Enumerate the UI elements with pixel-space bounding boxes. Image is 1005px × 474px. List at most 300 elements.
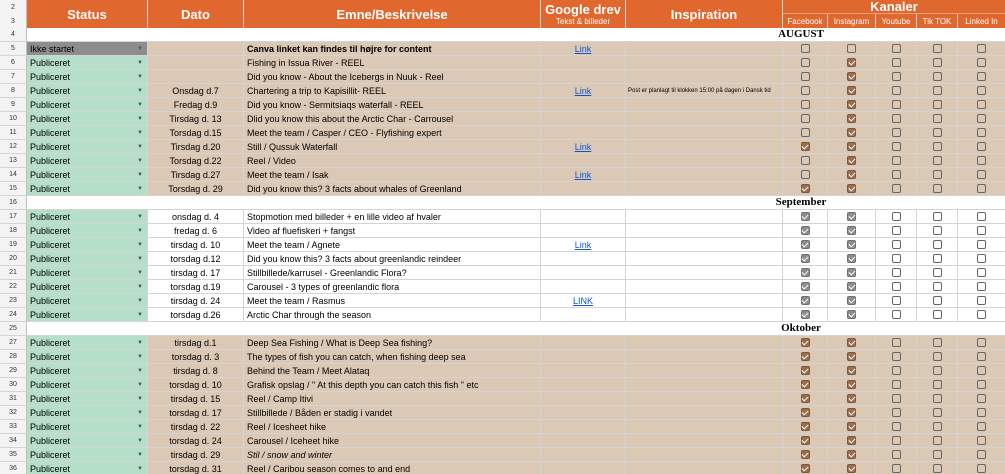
topic-cell[interactable]: Did you know - Sermitsiaqs waterfall - REEL [244,98,541,111]
status-dropdown[interactable] [27,308,148,321]
date-cell[interactable]: Torsdag d.22 [148,154,244,167]
checkbox-linkedin[interactable] [977,464,986,473]
channel-cell-instagram[interactable] [828,378,876,391]
channel-cell-linkedin[interactable] [958,336,1005,349]
checkbox-youtube[interactable] [892,58,901,67]
checkbox-youtube[interactable] [892,72,901,81]
inspiration-cell[interactable] [626,154,783,167]
status-dropdown[interactable] [27,210,148,223]
channel-cell-facebook[interactable] [783,462,828,474]
checkbox-instagram[interactable] [847,114,856,123]
channel-cell-youtube[interactable] [876,70,917,83]
header-channel-linkedin[interactable]: Linked In [958,14,1005,28]
status-dropdown[interactable] [27,112,148,125]
channel-cell-instagram[interactable] [828,154,876,167]
drive-link-cell[interactable] [541,42,626,55]
channel-cell-linkedin[interactable] [958,126,1005,139]
checkbox-tiktok[interactable] [933,408,942,417]
checkbox-youtube[interactable] [892,226,901,235]
drive-link-cell[interactable] [541,462,626,474]
chevron-down-icon[interactable]: ▼ [137,353,143,360]
status-dropdown[interactable] [27,140,148,153]
checkbox-facebook[interactable] [801,338,810,347]
checkbox-youtube[interactable] [892,44,901,53]
topic-cell[interactable]: Grafisk opslag / " At this depth you can catch this fish " etc [244,378,541,391]
checkbox-instagram[interactable] [847,268,856,277]
drive-link-cell[interactable] [541,420,626,433]
status-dropdown[interactable] [27,434,148,447]
checkbox-tiktok[interactable] [933,58,942,67]
channel-cell-youtube[interactable] [876,56,917,69]
checkbox-youtube[interactable] [892,394,901,403]
channel-cell-youtube[interactable] [876,266,917,279]
chevron-down-icon[interactable]: ▼ [137,185,143,192]
inspiration-cell[interactable] [626,350,783,363]
date-cell[interactable]: torsdag d.26 [148,308,244,321]
channel-cell-linkedin[interactable] [958,112,1005,125]
drive-link[interactable]: Link [574,169,592,180]
checkbox-youtube[interactable] [892,282,901,291]
chevron-down-icon[interactable]: ▼ [137,171,143,178]
checkbox-instagram[interactable] [847,58,856,67]
topic-cell[interactable]: Meet the team / Rasmus [244,294,541,307]
inspiration-cell[interactable] [626,98,783,111]
inspiration-cell[interactable] [626,308,783,321]
date-cell[interactable]: torsdag d.12 [148,252,244,265]
inspiration-cell[interactable] [626,294,783,307]
checkbox-linkedin[interactable] [977,170,986,179]
channel-cell-tiktok[interactable] [917,420,958,433]
checkbox-instagram[interactable] [847,450,856,459]
channel-cell-linkedin[interactable] [958,70,1005,83]
channel-cell-instagram[interactable] [828,56,876,69]
drive-link-cell[interactable] [541,448,626,461]
checkbox-facebook[interactable] [801,212,810,221]
channel-cell-instagram[interactable] [828,238,876,251]
checkbox-instagram[interactable] [847,352,856,361]
checkbox-linkedin[interactable] [977,184,986,193]
row-number[interactable]: 8 [0,84,27,97]
checkbox-instagram[interactable] [847,254,856,263]
channel-cell-youtube[interactable] [876,350,917,363]
drive-link-cell[interactable] [541,224,626,237]
checkbox-tiktok[interactable] [933,142,942,151]
channel-cell-youtube[interactable] [876,224,917,237]
chevron-down-icon[interactable]: ▼ [137,437,143,444]
status-dropdown[interactable] [27,378,148,391]
channel-cell-tiktok[interactable] [917,224,958,237]
status-dropdown[interactable] [27,126,148,139]
date-cell[interactable]: tirsdag d. 8 [148,364,244,377]
channel-cell-instagram[interactable] [828,462,876,474]
checkbox-instagram[interactable] [847,100,856,109]
drive-link-cell[interactable] [541,168,626,181]
date-cell[interactable]: tirsdag d. 15 [148,392,244,405]
channel-cell-youtube[interactable] [876,378,917,391]
date-cell[interactable]: tirsdag d. 17 [148,266,244,279]
inspiration-cell[interactable] [626,336,783,349]
status-dropdown[interactable] [27,56,148,69]
channel-cell-facebook[interactable] [783,182,828,195]
checkbox-tiktok[interactable] [933,254,942,263]
chevron-down-icon[interactable]: ▼ [137,451,143,458]
chevron-down-icon[interactable]: ▼ [137,367,143,374]
channel-cell-youtube[interactable] [876,168,917,181]
chevron-down-icon[interactable]: ▼ [137,157,143,164]
channel-cell-instagram[interactable] [828,448,876,461]
checkbox-youtube[interactable] [892,240,901,249]
inspiration-cell[interactable] [626,462,783,474]
channel-cell-youtube[interactable] [876,252,917,265]
chevron-down-icon[interactable]: ▼ [137,311,143,318]
checkbox-youtube[interactable] [892,310,901,319]
channel-cell-instagram[interactable] [828,70,876,83]
checkbox-instagram[interactable] [847,170,856,179]
status-dropdown[interactable] [27,238,148,251]
topic-cell[interactable]: Stil / snow and winter [244,448,541,461]
checkbox-youtube[interactable] [892,100,901,109]
inspiration-cell[interactable] [626,406,783,419]
row-number[interactable]: 31 [0,392,27,405]
checkbox-tiktok[interactable] [933,296,942,305]
row-number[interactable]: 2 [0,0,27,14]
channel-cell-tiktok[interactable] [917,238,958,251]
checkbox-youtube[interactable] [892,422,901,431]
date-cell[interactable]: onsdag d. 4 [148,210,244,223]
checkbox-youtube[interactable] [892,366,901,375]
checkbox-linkedin[interactable] [977,268,986,277]
channel-cell-facebook[interactable] [783,224,828,237]
channel-cell-youtube[interactable] [876,406,917,419]
checkbox-youtube[interactable] [892,268,901,277]
checkbox-tiktok[interactable] [933,436,942,445]
row-number[interactable]: 11 [0,126,27,139]
chevron-down-icon[interactable]: ▼ [137,87,143,94]
checkbox-facebook[interactable] [801,436,810,445]
checkbox-facebook[interactable] [801,86,810,95]
topic-cell[interactable]: Reel / Caribou season comes to and end [244,462,541,474]
channel-cell-facebook[interactable] [783,336,828,349]
checkbox-tiktok[interactable] [933,366,942,375]
row-number[interactable]: 3 [0,14,27,28]
channel-cell-instagram[interactable] [828,182,876,195]
channel-cell-linkedin[interactable] [958,84,1005,97]
inspiration-cell[interactable] [626,434,783,447]
checkbox-linkedin[interactable] [977,310,986,319]
checkbox-tiktok[interactable] [933,310,942,319]
checkbox-facebook[interactable] [801,394,810,403]
channel-cell-tiktok[interactable] [917,168,958,181]
channel-cell-instagram[interactable] [828,308,876,321]
channel-cell-facebook[interactable] [783,364,828,377]
checkbox-youtube[interactable] [892,254,901,263]
channel-cell-instagram[interactable] [828,434,876,447]
drive-link-cell[interactable] [541,154,626,167]
date-cell[interactable]: torsdag d. 17 [148,406,244,419]
channel-cell-facebook[interactable] [783,434,828,447]
status-dropdown[interactable] [27,294,148,307]
chevron-down-icon[interactable]: ▼ [137,395,143,402]
checkbox-instagram[interactable] [847,296,856,305]
checkbox-instagram[interactable] [847,142,856,151]
channel-cell-facebook[interactable] [783,56,828,69]
drive-link[interactable]: LINK [572,295,593,306]
channel-cell-linkedin[interactable] [958,308,1005,321]
checkbox-facebook[interactable] [801,184,810,193]
checkbox-linkedin[interactable] [977,254,986,263]
chevron-down-icon[interactable]: ▼ [137,59,143,66]
channel-cell-facebook[interactable] [783,448,828,461]
topic-cell[interactable]: Did you know this? 3 facts about whales of Greenland [244,182,541,195]
channel-cell-instagram[interactable] [828,126,876,139]
row-number[interactable]: 33 [0,420,27,433]
checkbox-tiktok[interactable] [933,422,942,431]
channel-cell-linkedin[interactable] [958,210,1005,223]
channel-cell-tiktok[interactable] [917,70,958,83]
channel-cell-facebook[interactable] [783,392,828,405]
chevron-down-icon[interactable]: ▼ [137,101,143,108]
chevron-down-icon[interactable]: ▼ [137,129,143,136]
channel-cell-facebook[interactable] [783,140,828,153]
header-kanaler[interactable] [783,0,1005,14]
inspiration-cell[interactable] [626,112,783,125]
channel-cell-tiktok[interactable] [917,294,958,307]
drive-link-cell[interactable] [541,252,626,265]
header-channel-youtube[interactable]: Youtube [876,14,917,28]
drive-link-cell[interactable] [541,406,626,419]
channel-cell-youtube[interactable] [876,154,917,167]
checkbox-linkedin[interactable] [977,156,986,165]
drive-link-cell[interactable] [541,434,626,447]
status-dropdown[interactable] [27,168,148,181]
inspiration-cell[interactable] [626,364,783,377]
inspiration-cell[interactable] [626,280,783,293]
channel-cell-instagram[interactable] [828,140,876,153]
channel-cell-facebook[interactable] [783,378,828,391]
checkbox-instagram[interactable] [847,184,856,193]
checkbox-linkedin[interactable] [977,338,986,347]
channel-cell-facebook[interactable] [783,112,828,125]
channel-cell-tiktok[interactable] [917,406,958,419]
topic-cell[interactable]: Arctic Char through the season [244,308,541,321]
inspiration-cell[interactable] [626,168,783,181]
status-dropdown[interactable] [27,280,148,293]
inspiration-cell[interactable] [626,238,783,251]
channel-cell-linkedin[interactable] [958,42,1005,55]
channel-cell-linkedin[interactable] [958,420,1005,433]
checkbox-facebook[interactable] [801,422,810,431]
topic-cell[interactable]: Behind the Team / Meet Alataq [244,364,541,377]
checkbox-facebook[interactable] [801,464,810,473]
drive-link-cell[interactable] [541,378,626,391]
channel-cell-facebook[interactable] [783,42,828,55]
checkbox-youtube[interactable] [892,86,901,95]
checkbox-youtube[interactable] [892,450,901,459]
row-number[interactable]: 28 [0,350,27,363]
checkbox-facebook[interactable] [801,44,810,53]
checkbox-linkedin[interactable] [977,72,986,81]
row-number[interactable]: 19 [0,238,27,251]
channel-cell-linkedin[interactable] [958,434,1005,447]
channel-cell-tiktok[interactable] [917,392,958,405]
channel-cell-linkedin[interactable] [958,56,1005,69]
checkbox-facebook[interactable] [801,380,810,389]
channel-cell-tiktok[interactable] [917,364,958,377]
inspiration-cell[interactable] [626,420,783,433]
channel-cell-youtube[interactable] [876,392,917,405]
checkbox-facebook[interactable] [801,408,810,417]
checkbox-tiktok[interactable] [933,394,942,403]
checkbox-youtube[interactable] [892,352,901,361]
checkbox-tiktok[interactable] [933,44,942,53]
drive-link[interactable]: Link [574,239,592,250]
checkbox-youtube[interactable] [892,296,901,305]
status-dropdown[interactable] [27,70,148,83]
checkbox-instagram[interactable] [847,282,856,291]
date-cell[interactable]: Tirsdag d. 13 [148,112,244,125]
topic-cell[interactable]: Did you know - About the Icebergs in Nuuk - Reel [244,70,541,83]
checkbox-youtube[interactable] [892,380,901,389]
checkbox-tiktok[interactable] [933,184,942,193]
checkbox-youtube[interactable] [892,408,901,417]
checkbox-instagram[interactable] [847,436,856,445]
channel-cell-youtube[interactable] [876,42,917,55]
checkbox-instagram[interactable] [847,226,856,235]
checkbox-youtube[interactable] [892,156,901,165]
chevron-down-icon[interactable]: ▼ [137,241,143,248]
status-dropdown[interactable] [27,98,148,111]
date-cell[interactable]: torsdag d. 31 [148,462,244,474]
chevron-down-icon[interactable]: ▼ [137,213,143,220]
drive-link-cell[interactable] [541,112,626,125]
channel-cell-tiktok[interactable] [917,56,958,69]
channel-cell-instagram[interactable] [828,168,876,181]
checkbox-tiktok[interactable] [933,86,942,95]
inspiration-cell[interactable] [626,126,783,139]
channel-cell-facebook[interactable] [783,168,828,181]
channel-cell-instagram[interactable] [828,420,876,433]
row-number[interactable]: 27 [0,336,27,349]
inspiration-cell[interactable] [626,140,783,153]
checkbox-facebook[interactable] [801,282,810,291]
topic-cell[interactable]: Meet the team / Isak [244,168,541,181]
channel-cell-tiktok[interactable] [917,112,958,125]
inspiration-cell[interactable] [626,224,783,237]
channel-cell-youtube[interactable] [876,126,917,139]
channel-cell-linkedin[interactable] [958,294,1005,307]
drive-link-cell[interactable] [541,210,626,223]
channel-cell-youtube[interactable] [876,98,917,111]
checkbox-linkedin[interactable] [977,44,986,53]
inspiration-cell[interactable] [626,252,783,265]
channel-cell-youtube[interactable] [876,364,917,377]
drive-link[interactable]: Link [574,85,592,96]
date-cell[interactable]: torsdag d. 24 [148,434,244,447]
checkbox-youtube[interactable] [892,114,901,123]
checkbox-youtube[interactable] [892,212,901,221]
channel-cell-tiktok[interactable] [917,280,958,293]
checkbox-instagram[interactable] [847,212,856,221]
checkbox-linkedin[interactable] [977,408,986,417]
checkbox-instagram[interactable] [847,464,856,473]
checkbox-tiktok[interactable] [933,128,942,137]
checkbox-tiktok[interactable] [933,464,942,473]
channel-cell-tiktok[interactable] [917,126,958,139]
date-cell[interactable]: tirsdag d. 24 [148,294,244,307]
checkbox-tiktok[interactable] [933,380,942,389]
topic-cell[interactable]: Reel / Icesheet hike [244,420,541,433]
checkbox-facebook[interactable] [801,114,810,123]
checkbox-tiktok[interactable] [933,450,942,459]
checkbox-linkedin[interactable] [977,394,986,403]
checkbox-facebook[interactable] [801,268,810,277]
row-number[interactable]: 22 [0,280,27,293]
checkbox-linkedin[interactable] [977,450,986,459]
date-cell[interactable]: Torsdag d.15 [148,126,244,139]
checkbox-facebook[interactable] [801,226,810,235]
checkbox-instagram[interactable] [847,156,856,165]
channel-cell-tiktok[interactable] [917,182,958,195]
checkbox-linkedin[interactable] [977,128,986,137]
channel-cell-youtube[interactable] [876,294,917,307]
channel-cell-instagram[interactable] [828,224,876,237]
checkbox-instagram[interactable] [847,128,856,137]
checkbox-instagram[interactable] [847,338,856,347]
checkbox-youtube[interactable] [892,436,901,445]
channel-cell-linkedin[interactable] [958,448,1005,461]
channel-cell-youtube[interactable] [876,280,917,293]
topic-cell[interactable]: Did you know this? 3 facts about greenlandic reindeer [244,252,541,265]
chevron-down-icon[interactable]: ▼ [137,227,143,234]
drive-link[interactable]: Link [574,43,592,54]
status-dropdown[interactable] [27,266,148,279]
row-number[interactable]: 20 [0,252,27,265]
channel-cell-youtube[interactable] [876,448,917,461]
chevron-down-icon[interactable]: ▼ [137,465,143,472]
row-number[interactable]: 23 [0,294,27,307]
row-number[interactable]: 4 [0,28,27,41]
channel-cell-tiktok[interactable] [917,378,958,391]
row-number[interactable]: 32 [0,406,27,419]
drive-link-cell[interactable] [541,350,626,363]
topic-cell[interactable]: Chartering a trip to Kapisillit- REEL [244,84,541,97]
channel-cell-instagram[interactable] [828,336,876,349]
inspiration-cell[interactable] [626,56,783,69]
chevron-down-icon[interactable]: ▼ [137,297,143,304]
drive-link-cell[interactable] [541,56,626,69]
topic-cell[interactable]: Deep Sea Fishing / What is Deep Sea fishing? [244,336,541,349]
checkbox-linkedin[interactable] [977,212,986,221]
channel-cell-instagram[interactable] [828,280,876,293]
inspiration-cell[interactable] [626,392,783,405]
row-number[interactable]: 13 [0,154,27,167]
inspiration-cell[interactable] [626,210,783,223]
checkbox-instagram[interactable] [847,380,856,389]
channel-cell-instagram[interactable] [828,84,876,97]
drive-link-cell[interactable] [541,294,626,307]
row-number[interactable]: 6 [0,56,27,69]
channel-cell-linkedin[interactable] [958,168,1005,181]
drive-link-cell[interactable] [541,336,626,349]
checkbox-tiktok[interactable] [933,212,942,221]
date-cell[interactable]: Tirsdag d.20 [148,140,244,153]
channel-cell-facebook[interactable] [783,154,828,167]
topic-cell[interactable]: Meet the team / Casper / CEO - Flyfishing expert [244,126,541,139]
channel-cell-instagram[interactable] [828,294,876,307]
channel-cell-facebook[interactable] [783,210,828,223]
inspiration-cell[interactable] [626,182,783,195]
channel-cell-facebook[interactable] [783,406,828,419]
